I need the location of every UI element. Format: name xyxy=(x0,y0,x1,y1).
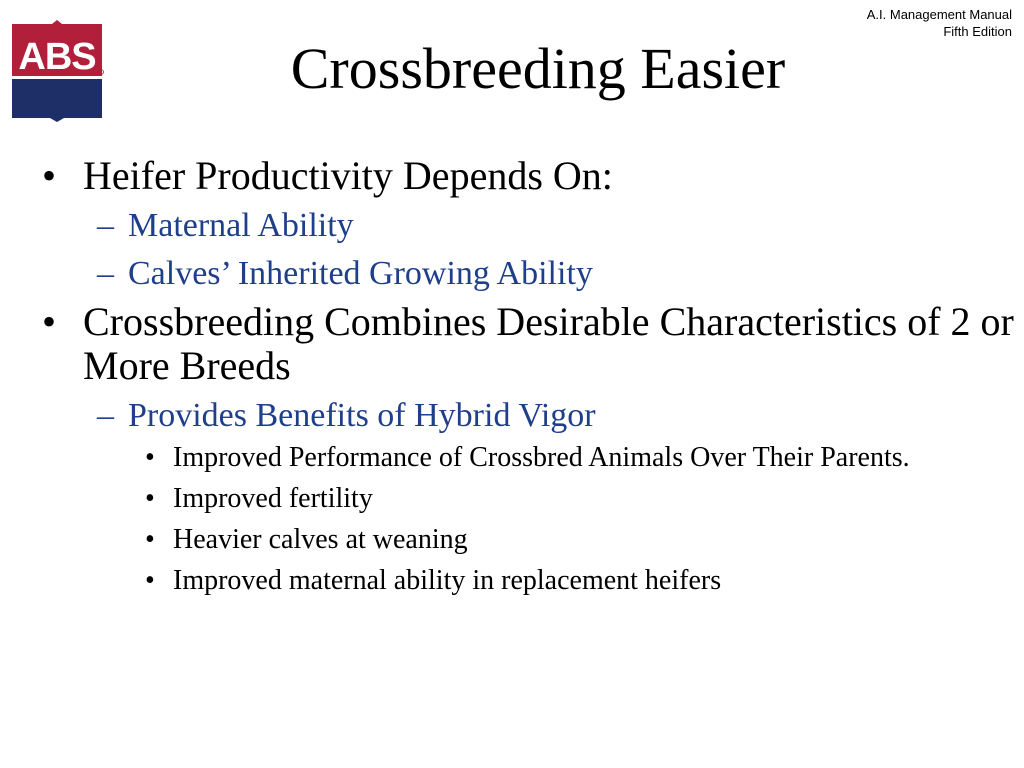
sub-bullet-text: Maternal Ability xyxy=(128,207,354,244)
sub-sub-bullet-text: Improved maternal ability in replacement heifers xyxy=(173,565,722,596)
sub-bullet-item xyxy=(42,252,1017,296)
sub-bullet-item xyxy=(42,394,1017,438)
bullet-mark: • xyxy=(145,483,155,514)
manual-title: A.I. Management Manual xyxy=(866,7,1012,22)
bullet-mark: • xyxy=(145,442,155,473)
bullet-mark: • xyxy=(145,524,155,555)
svg-text:ABS: ABS xyxy=(18,36,96,78)
bullet-list xyxy=(42,154,1017,606)
bullet-mark: • xyxy=(42,299,57,344)
dash-mark: – xyxy=(97,207,114,244)
sub-sub-bullet-item xyxy=(42,524,1017,556)
sub-sub-bullet-item xyxy=(42,565,1017,597)
sub-sub-bullet-item xyxy=(42,483,1017,515)
edition-label: Fifth Edition xyxy=(943,24,1012,39)
bullet-item xyxy=(42,154,1017,198)
sub-bullet-text: Calves’ Inherited Growing Ability xyxy=(128,255,593,292)
sub-sub-bullet-text: Improved fertility xyxy=(173,483,373,514)
slide-title: Crossbreeding Easier xyxy=(290,36,786,101)
dash-mark: – xyxy=(97,397,114,434)
sub-bullet-text: Provides Benefits of Hybrid Vigor xyxy=(128,397,596,434)
sub-sub-bullet-text: Improved Performance of Crossbred Animals Over Their Parents. xyxy=(173,442,910,473)
dash-mark: – xyxy=(97,255,114,292)
bullet-mark: • xyxy=(42,153,57,198)
bullet-text: Crossbreeding Combines Desirable Characteristics of 2 or More Breeds xyxy=(83,299,1014,388)
sub-sub-bullet-text: Heavier calves at weaning xyxy=(173,524,468,555)
bullet-text: Heifer Productivity Depends On: xyxy=(83,153,613,198)
sub-sub-bullet-item xyxy=(42,442,1017,474)
bullet-mark: • xyxy=(145,565,155,596)
sub-bullet-item xyxy=(42,204,1017,248)
bullet-item xyxy=(42,300,1017,388)
